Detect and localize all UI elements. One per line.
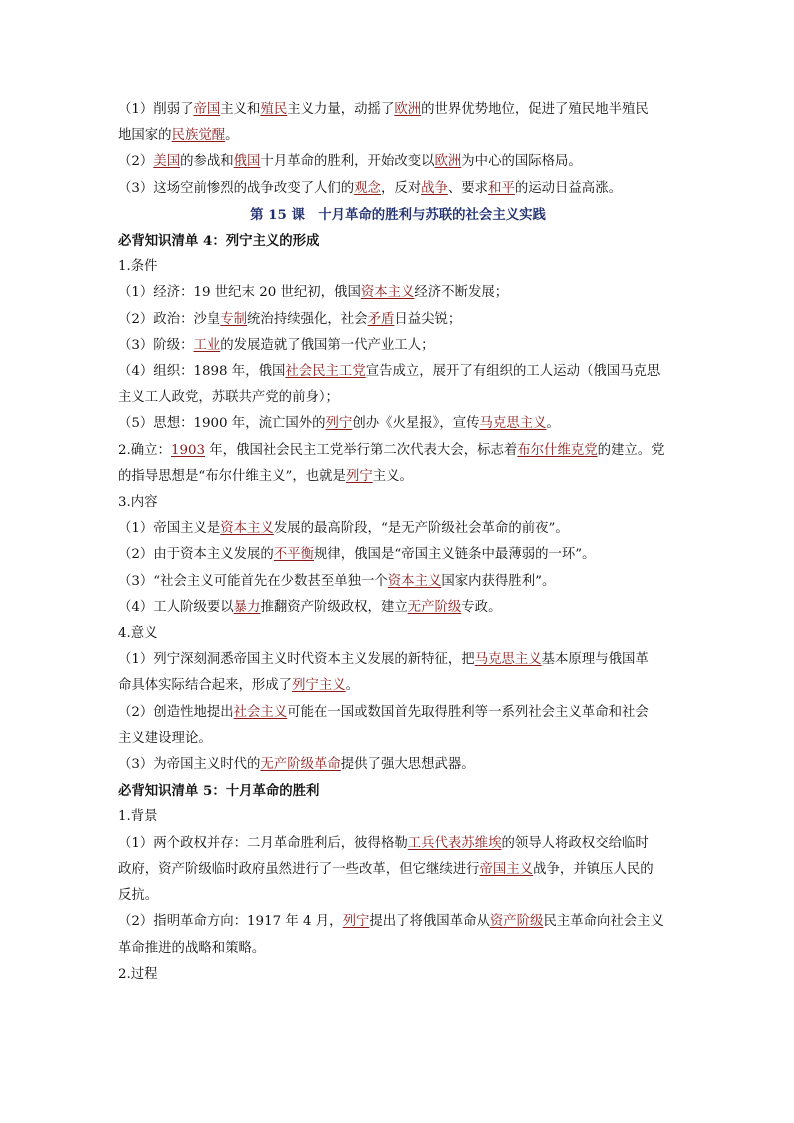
text-segment: 反抗。 (118, 888, 159, 904)
text-line (118, 647, 678, 673)
keyword: 专制 (220, 311, 248, 327)
text-line (118, 857, 678, 883)
text-line (118, 176, 678, 202)
text-segment: （2） (118, 154, 154, 170)
text-segment: 2.过程 (118, 966, 158, 982)
text-segment: （4）组织：1898 年，俄国 (118, 364, 286, 380)
text-line (118, 149, 678, 175)
keyword: 1903 (170, 442, 206, 458)
keyword: 马克思主义 (474, 652, 542, 668)
text-segment: 为中心的国际格局。 (461, 154, 582, 170)
text-segment: 十月革命的胜利，开始改变以 (260, 154, 435, 170)
text-line (118, 123, 678, 149)
text-line (118, 542, 678, 568)
subheading (118, 254, 678, 280)
text-segment: （2）创造性地提出 (118, 704, 234, 720)
text-line (118, 464, 678, 490)
keyword: 无产阶级革命 (260, 757, 341, 773)
text-line (118, 909, 678, 935)
text-segment: （1）帝国主义是 (118, 521, 221, 537)
text-line (118, 883, 678, 909)
text-segment: （3）这场空前惨烈的战争改变了人们的 (118, 180, 355, 196)
text-segment: 基本原理与俄国革 (541, 652, 649, 668)
keyword: 布尔什维克党 (517, 442, 598, 458)
keyword: 欧洲 (394, 102, 422, 117)
text-segment: 、要求 (447, 180, 489, 196)
keyword: 战争 (421, 180, 448, 196)
keyword: 殖民 (260, 102, 288, 117)
text-segment: 战争，并镇压人民的 (533, 861, 654, 877)
keyword: 资本主义 (360, 285, 415, 301)
text-segment: 提出了将俄国革命从 (369, 914, 490, 930)
text-segment: ，反对 (380, 180, 422, 196)
text-line (118, 700, 678, 726)
keyword: 帝国主义 (479, 861, 534, 877)
text-segment: 。 (225, 128, 239, 144)
text-segment: 主义建设理论。 (118, 730, 212, 746)
section-title (118, 778, 678, 804)
keyword: 暴力 (233, 599, 261, 615)
text-segment: 1.条件 (118, 259, 158, 275)
text-segment: 的发展造就了俄国第一代产业工人； (220, 337, 435, 353)
text-line (118, 752, 678, 778)
keyword: 列宁 (345, 468, 373, 484)
text-line (118, 936, 678, 962)
text-line (118, 595, 678, 621)
keyword: 资本主义 (220, 521, 274, 537)
keyword: 和平 (488, 180, 515, 196)
text-segment: （2）指明革命方向：1917 年 4 月， (118, 914, 343, 930)
text-line (118, 726, 678, 752)
document-body (118, 97, 678, 988)
keyword: 俄国 (233, 154, 261, 170)
text-line (118, 438, 678, 464)
text-segment: 第 15 课 十月革命的胜利与苏联的社会主义实践 (250, 206, 546, 223)
text-segment: 命具体实际结合起来，形成了 (118, 678, 293, 694)
text-segment: 推翻资产阶级政权，建立 (260, 599, 408, 615)
text-segment: 的世界优势地位，促进了殖民地半殖民 (421, 102, 649, 117)
text-line (118, 359, 678, 385)
keyword: 社会主义 (233, 704, 288, 720)
text-segment: 4.意义 (118, 626, 158, 642)
keyword: 观念 (354, 180, 381, 196)
text-segment: 主义和 (220, 102, 261, 117)
text-line (118, 516, 678, 542)
text-line (118, 333, 678, 359)
keyword: 欧洲 (434, 154, 462, 170)
text-line (118, 673, 678, 699)
text-segment: 可能在一国或数国首先取得胜利等一系列社会主义革命和社会 (287, 704, 649, 720)
text-segment: （4）工人阶级要以 (118, 599, 234, 615)
subheading (118, 621, 678, 647)
text-segment: 必背知识清单 5：十月革命的胜利 (118, 783, 320, 800)
subheading (118, 490, 678, 516)
text-segment: 经济不断发展； (414, 285, 509, 301)
text-line (118, 97, 678, 123)
text-segment: 创办《火星报》，宣传 (352, 416, 480, 432)
text-segment: 的运动日益高涨。 (514, 180, 622, 196)
text-segment: 政府，资产阶级临时政府虽然进行了一些改革，但它继续进行 (118, 861, 480, 877)
keyword: 工兵代表苏维埃 (407, 835, 502, 851)
keyword: 工业 (193, 337, 221, 353)
text-segment: 的指导思想是“布尔什维主义”，也就是 (118, 468, 346, 484)
keyword: 帝国 (193, 102, 221, 117)
text-segment: 统治持续强化，社会 (247, 311, 368, 327)
text-segment: （1）经济：19 世纪末 20 世纪初，俄国 (118, 285, 361, 301)
subheading (118, 804, 678, 830)
keyword: 矛盾 (367, 311, 395, 327)
keyword: 马克思主义 (479, 416, 547, 432)
lesson-title (118, 202, 678, 228)
text-segment: （3）为帝国主义时代的 (118, 757, 261, 773)
text-segment: 1.背景 (118, 809, 158, 825)
text-segment: （3）“社会主义可能首先在少数甚至单独一个 (118, 573, 388, 589)
text-segment: （5）思想：1900 年，流亡国外的 (118, 416, 326, 432)
keyword: 列宁 (342, 914, 370, 930)
subheading (118, 962, 678, 988)
text-line (118, 411, 678, 437)
keyword: 无产阶级 (407, 599, 462, 615)
text-segment: 革命推进的战略和策略。 (118, 940, 266, 956)
keyword: 资产阶级 (489, 914, 544, 930)
keyword: 美国 (153, 154, 181, 170)
keyword: 民族觉醒 (171, 128, 226, 144)
text-segment: 。 (345, 678, 360, 694)
text-segment: 民主革命向社会主义 (543, 914, 664, 930)
text-segment: 发展的最高阶段，“是无产阶级社会革命的前夜”。 (273, 521, 569, 537)
text-segment: （1）削弱了 (118, 102, 194, 117)
text-segment: 主义。 (372, 468, 413, 484)
text-segment: 的领导人将政权交给临时 (501, 835, 649, 851)
text-segment: （3）阶级： (118, 337, 194, 353)
text-segment: 主义力量，动摇了 (287, 102, 395, 117)
text-segment: （2）由于资本主义发展的 (118, 547, 274, 563)
section-title (118, 228, 678, 254)
text-segment: 必背知识清单 4：列宁主义的形成 (118, 233, 320, 250)
text-segment: 2.确立： (118, 442, 171, 458)
text-segment: 规律，俄国是“帝国主义链条中最薄弱的一环”。 (314, 547, 596, 563)
text-line (118, 307, 678, 333)
text-segment: （1）列宁深刻洞悉帝国主义时代资本主义发展的新特征，把 (118, 652, 475, 668)
text-segment: 提供了强大思想武器。 (340, 757, 475, 773)
text-segment: （1）两个政权并存：二月革命胜利后，彼得格勒 (118, 835, 408, 851)
text-segment: 主义工人政党，苏联共产党的前身）； (118, 390, 339, 406)
keyword: 列宁主义 (292, 678, 346, 694)
text-segment: 3.内容 (118, 495, 158, 511)
text-line (118, 831, 678, 857)
text-segment: 地国家的 (118, 128, 172, 144)
text-segment: （2）政治：沙皇 (118, 311, 221, 327)
text-line (118, 569, 678, 595)
keyword: 列宁 (325, 416, 353, 432)
text-line (118, 280, 678, 306)
text-segment: 。 (546, 416, 560, 432)
text-segment: 专政。 (461, 599, 502, 615)
text-line (118, 385, 678, 411)
keyword: 社会民主工党 (285, 364, 366, 380)
keyword: 资本主义 (387, 573, 442, 589)
text-segment: 日益尖锐； (394, 311, 462, 327)
text-segment: 宣告成立，展开了有组织的工人运动（俄国马克思 (365, 364, 661, 380)
keyword: 不平衡 (273, 547, 314, 563)
text-segment: 年，俄国社会民主工党举行第二次代表大会，标志着 (205, 442, 518, 458)
text-segment: 的建立。党 (597, 442, 665, 458)
text-segment: 的参战和 (180, 154, 234, 170)
text-segment: 国家内获得胜利”。 (441, 573, 556, 589)
